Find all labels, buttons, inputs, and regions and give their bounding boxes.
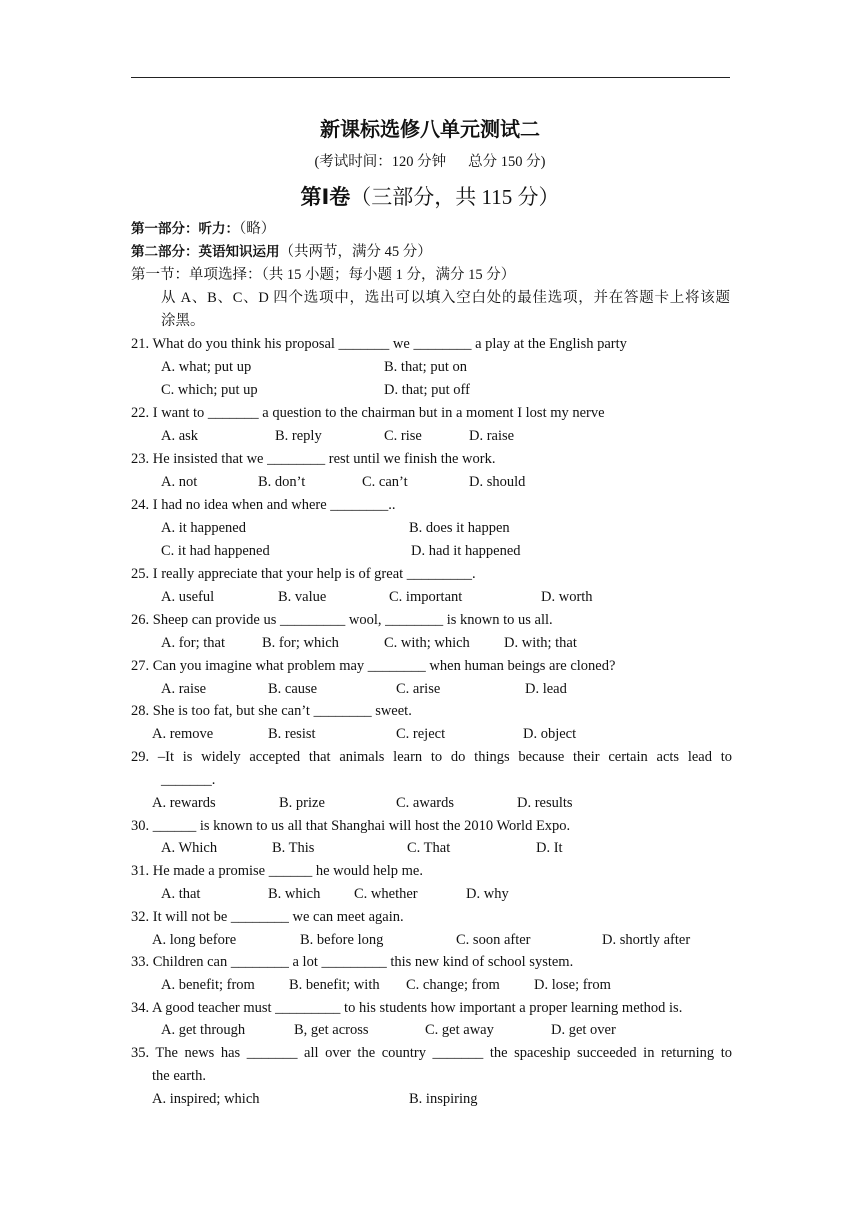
q26-option-a: A. for; that	[161, 635, 226, 651]
q30-option-d: D. It	[536, 840, 563, 856]
q28-option-c: C. reject	[396, 726, 446, 742]
instruction-line-2: 涂黑。	[161, 313, 205, 329]
q23-option-c: C. can’t	[362, 474, 408, 490]
q29-option-b: B. prize	[279, 795, 325, 811]
q28-option-d: D. object	[523, 726, 577, 742]
q29-option-c: C. awards	[396, 795, 454, 811]
question-28-stem: 28. She is too fat, but she can’t ________ sweet.	[131, 703, 412, 719]
q34-option-c: C. get away	[425, 1022, 494, 1038]
q22-option-c: C. rise	[384, 428, 422, 444]
question-21-stem: 21. What do you think his proposal _______ we ________ a play at the English party	[131, 336, 627, 352]
q27-option-c: C. arise	[396, 681, 441, 697]
exam-subtitle	[0, 150, 860, 171]
q32-option-c: C. soon after	[456, 932, 531, 948]
question-26-stem: 26. Sheep can provide us _________ wool, ________ is known to us all.	[131, 612, 553, 628]
q31-option-d: D. why	[466, 886, 509, 902]
question-25-stem: 25. I really appreciate that your help is of great _________.	[131, 566, 476, 582]
q24-option-c: C. it had happened	[161, 543, 270, 559]
q31-option-a: A. that	[161, 886, 201, 902]
q26-option-b: B. for; which	[262, 635, 339, 651]
q32-option-b: B. before long	[300, 932, 384, 948]
part2-label: 第二部分：英语知识运用	[131, 244, 280, 260]
question-32-stem: 32. It will not be ________ we can meet again.	[131, 909, 404, 925]
volume-description: （三部分，共 115 分）	[350, 185, 560, 209]
q32-option-d: D. shortly after	[602, 932, 691, 948]
q21-option-b: B. that; put on	[384, 359, 467, 375]
question-35-stem-continued: the earth.	[152, 1068, 206, 1084]
exam-title: 新课标选修八单元测试二	[320, 117, 540, 141]
q25-option-c: C. important	[389, 589, 463, 605]
q21-option-c: C. which; put up	[161, 382, 258, 398]
q24-option-a: A. it happened	[161, 520, 246, 536]
q27-option-d: D. lead	[525, 681, 567, 697]
q21-option-a: A. what; put up	[161, 359, 252, 375]
q22-option-d: D. raise	[469, 428, 515, 444]
q35-option-b: B. inspiring	[409, 1091, 478, 1107]
q22-option-a: A. ask	[161, 428, 199, 444]
q33-option-d: D. lose; from	[534, 977, 611, 993]
question-30-stem: 30. ______ is known to us all that Shanghai will host the 2010 World Expo.	[131, 818, 571, 834]
q27-option-b: B. cause	[268, 681, 318, 697]
q24-option-d: D. had it happened	[411, 543, 521, 559]
q34-option-a: A. get through	[161, 1022, 246, 1038]
question-34-stem: 34. A good teacher must _________ to his students how important a proper learning method is.	[131, 1000, 683, 1016]
q23-option-a: A. not	[161, 474, 198, 490]
q26-option-c: C. with; which	[384, 635, 470, 651]
part1-heading	[131, 220, 275, 238]
question-27-stem: 27. Can you imagine what problem may ________ when human beings are cloned?	[131, 658, 616, 674]
q25-option-b: B. value	[278, 589, 327, 605]
instruction-line-1: 从 A、B、C、D 四个选项中，选出可以填入空白处的最佳选项，并在答题卡上将该题	[161, 290, 730, 306]
exam-total-score: 总分 150 分)	[468, 154, 546, 170]
header-rule	[131, 77, 730, 78]
q24-option-b: B. does it happen	[409, 520, 510, 536]
q33-option-a: A. benefit; from	[161, 977, 255, 993]
question-29-stem-continued: _______.	[161, 772, 216, 788]
q30-option-b: B. This	[272, 840, 315, 856]
q29-option-a: A. rewards	[152, 795, 216, 811]
part2-note: （共两节，满分 45 分）	[279, 244, 432, 260]
q33-option-c: C. change; from	[406, 977, 500, 993]
q25-option-d: D. worth	[541, 589, 593, 605]
question-24-stem: 24. I had no idea when and where ________..	[131, 497, 396, 513]
q27-option-a: A. raise	[161, 681, 207, 697]
q23-option-d: D. should	[469, 474, 526, 490]
q32-option-a: A. long before	[152, 932, 237, 948]
section1-heading: 第一节：单项选择：（共 15 小题；每小题 1 分，满分 15 分）	[131, 267, 516, 283]
part1-label: 第一部分：听力：	[131, 221, 239, 237]
q31-option-b: B. which	[268, 886, 321, 902]
q23-option-b: B. don’t	[258, 474, 306, 490]
q33-option-b: B. benefit; with	[289, 977, 380, 993]
part2-heading	[131, 243, 432, 261]
volume-heading	[0, 181, 860, 211]
question-33-stem: 33. Children can ________ a lot _________ this new kind of school system.	[131, 954, 574, 970]
part1-note: （略）	[239, 221, 276, 237]
q30-option-a: A. Which	[161, 840, 218, 856]
q34-option-d: D. get over	[551, 1022, 616, 1038]
q21-option-d: D. that; put off	[384, 382, 470, 398]
q28-option-b: B. resist	[268, 726, 316, 742]
q30-option-c: C. That	[407, 840, 451, 856]
q34-option-b: B, get across	[294, 1022, 369, 1038]
question-35-stem: 35. The news has _______ all over the country _______ the spaceship succeeded in returning to	[131, 1045, 732, 1061]
volume-number: 第Ⅰ卷	[300, 185, 351, 209]
exam-time: (考试时间：120 分钟	[314, 154, 447, 170]
q26-option-d: D. with; that	[504, 635, 577, 651]
q29-option-d: D. results	[517, 795, 573, 811]
question-23-stem: 23. He insisted that we ________ rest until we finish the work.	[131, 451, 496, 467]
question-29-stem: 29. –It is widely accepted that animals learn to do things because their certain acts lead to	[131, 749, 732, 765]
question-22-stem: 22. I want to _______ a question to the chairman but in a moment I lost my nerve	[131, 405, 605, 421]
q31-option-c: C. whether	[354, 886, 418, 902]
q28-option-a: A. remove	[152, 726, 214, 742]
question-31-stem: 31. He made a promise ______ he would help me.	[131, 863, 423, 879]
q22-option-b: B. reply	[275, 428, 322, 444]
q25-option-a: A. useful	[161, 589, 215, 605]
q35-option-a: A. inspired; which	[152, 1091, 260, 1107]
